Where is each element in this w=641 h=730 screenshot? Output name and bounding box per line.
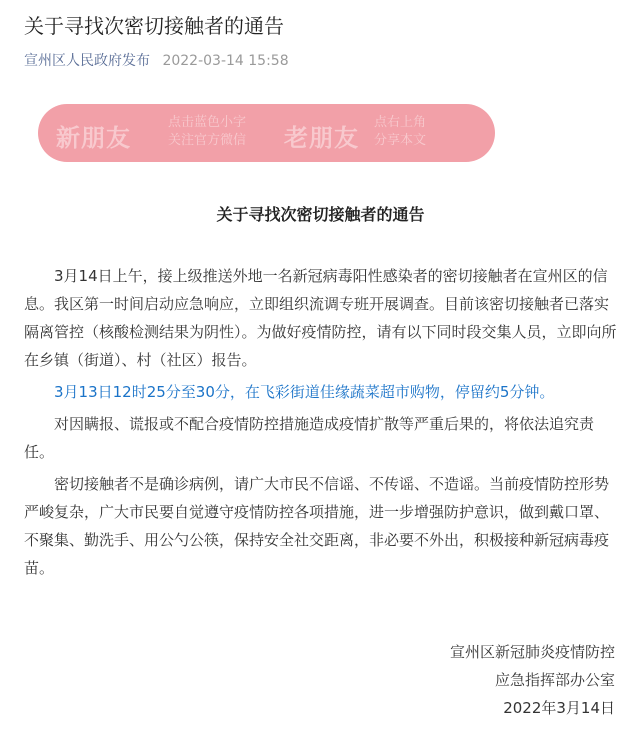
notice-paragraph: 密切接触者不是确诊病例，请广大市民不信谣、不传谣、不造谣。当前疫情防控形势严峻复杂，广大市民要自觉遵守疫情防控各项措施，进一步增强防护意识，做到戴口罩、不聚集、勤洗手、用公勺公筷，保持安全社交距离，非必要不外出，积极接种新冠病毒疫苗。: [24, 475, 610, 577]
signature-date: 2022年3月14日: [503, 699, 615, 717]
banner-old-hint: [374, 114, 426, 150]
notice-exposure-paragraph: 3月13日12时25分至30分，在飞彩街道佳缘蔬菜超市购物，停留约5分钟。: [54, 383, 555, 401]
banner-old-hint-line2: 分享本文: [374, 133, 427, 148]
notice-paragraph: 对因瞒报、谎报或不配合疫情防控措施造成疫情扩散等严重后果的，将依法追究责任。: [24, 415, 595, 461]
banner-old-friend: 老朋友: [284, 124, 359, 152]
notice-paragraph: 3月14日上午，接上级推送外地一名新冠病毒阳性感染者的密切接触者在宣州区的信息。我区第一时间启动应急响应，立即组织流调专班开展调查。目前该密切接触者已落实隔离管控（核酸检测结果为阴性）。为做好疫情防控，请有以下同时段交集人员，立即向所在乡镇（街道）、村（社区）报告。: [24, 267, 617, 369]
banner-new-friend: 新朋友: [56, 124, 131, 152]
notice-heading: 关于寻找次密切接触者的通告: [216, 205, 425, 224]
article-datetime: 2022-03-14 15:58: [162, 53, 289, 69]
article-source-link[interactable]: 宣州区人民政府发布: [24, 53, 150, 69]
banner-new-hint: [168, 114, 246, 150]
follow-share-banner[interactable]: [38, 104, 495, 162]
signature-org-line2: 应急指挥部办公室: [494, 671, 615, 689]
banner-new-hint-line2: 关注官方微信: [168, 133, 247, 148]
notice-signature: [450, 638, 615, 722]
article-title: 关于寻找次密切接触者的通告: [24, 14, 284, 38]
banner-old-hint-line1: 点右上角: [374, 115, 427, 130]
article-meta: [24, 52, 289, 70]
signature-org-line1: 宣州区新冠肺炎疫情防控: [449, 643, 615, 661]
notice-body: [24, 262, 618, 586]
banner-new-hint-line1: 点击蓝色小字: [168, 115, 247, 130]
